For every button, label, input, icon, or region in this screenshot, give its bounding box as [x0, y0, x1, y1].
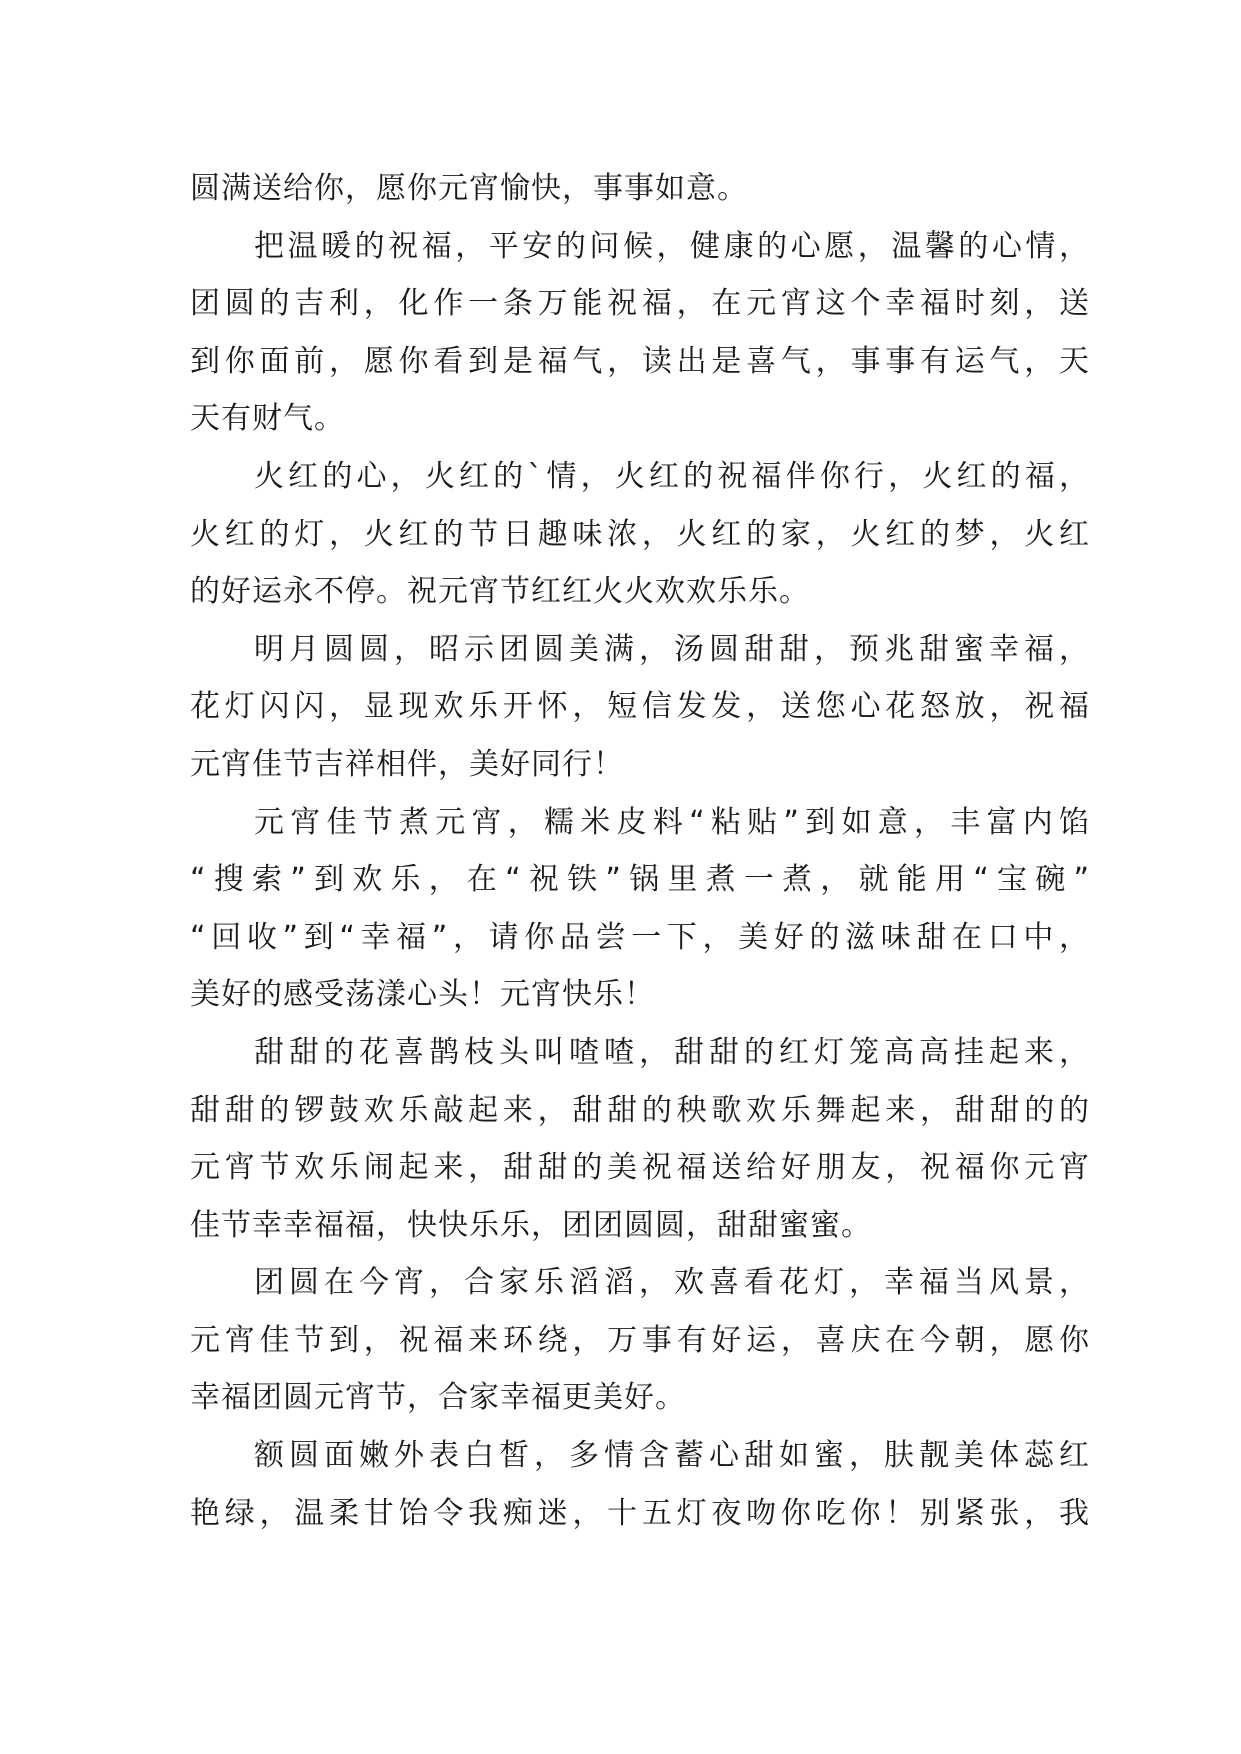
text-line: 团圆的吉利，化作一条万能祝福，在元宵这个幸福时刻，送: [190, 286, 1090, 322]
text-line: 美好的感受荡漾心头！元宵快乐！: [190, 977, 655, 1013]
body-text: [190, 160, 1090, 1542]
text-line: 圆满送给你，愿你元宵愉快，事事如意。: [190, 171, 748, 206]
paragraph-first-line: 把温暖的祝福，平安的问候，健康的心愿，温馨的心情，: [254, 228, 1090, 264]
paragraph-first-line: 额圆面嫩外表白皙，多情含蓄心甜如蜜，肤靓美体蕊红: [254, 1438, 1090, 1474]
paragraph-first-line: 甜甜的花喜鹊枝头叫喳喳，甜甜的红灯笼高高挂起来，: [254, 1034, 1090, 1070]
text-line: 元宵佳节到，祝福来环绕，万事有好运，喜庆在今朝，愿你: [190, 1322, 1090, 1358]
text-line: 元宵佳节吉祥相伴，美好同行！: [190, 746, 624, 782]
paragraph-first-line: 明月圆圆，昭示团圆美满，汤圆甜甜，预兆甜蜜幸福，: [254, 631, 1090, 667]
text-line: 花灯闪闪，显现欢乐开怀，短信发发，送您心花怒放，祝福: [190, 689, 1090, 725]
text-line: “回收”到“幸福”，请你品尝一下，美好的滋味甜在口中，: [190, 919, 1090, 955]
text-line: 天有财气。: [190, 401, 345, 437]
text-line: 艳绿，温柔甘饴令我痴迷，十五灯夜吻你吃你！别紧张，我: [190, 1495, 1090, 1531]
text-line: 佳节幸幸福福，快快乐乐，团团圆圆，甜甜蜜蜜。: [190, 1207, 872, 1243]
text-line: 甜甜的锣鼓欢乐敲起来，甜甜的秧歌欢乐舞起来，甜甜的的: [190, 1092, 1090, 1128]
text-line: 到你面前，愿你看到是福气，读出是喜气，事事有运气，天: [190, 343, 1090, 379]
text-line: 元宵节欢乐闹起来，甜甜的美祝福送给好朋友，祝福你元宵: [190, 1150, 1090, 1186]
text-line: 幸福团圆元宵节，合家幸福更美好。: [190, 1380, 686, 1416]
paragraph-first-line: 火红的心，火红的`情，火红的祝福伴你行，火红的福，: [254, 458, 1090, 494]
paragraph-first-line: 元宵佳节煮元宵，糯米皮料“粘贴”到如意，丰富内馅: [254, 804, 1090, 840]
text-line: 的好运永不停。祝元宵节红红火火欢欢乐乐。: [190, 574, 810, 610]
text-line: 火红的灯，火红的节日趣味浓，火红的家，火红的梦，火红: [190, 516, 1090, 552]
text-line: “搜索”到欢乐，在“祝铁”锅里煮一煮，就能用“宝碗”: [190, 862, 1090, 898]
paragraph-first-line: 团圆在今宵，合家乐滔滔，欢喜看花灯，幸福当风景，: [254, 1265, 1090, 1301]
